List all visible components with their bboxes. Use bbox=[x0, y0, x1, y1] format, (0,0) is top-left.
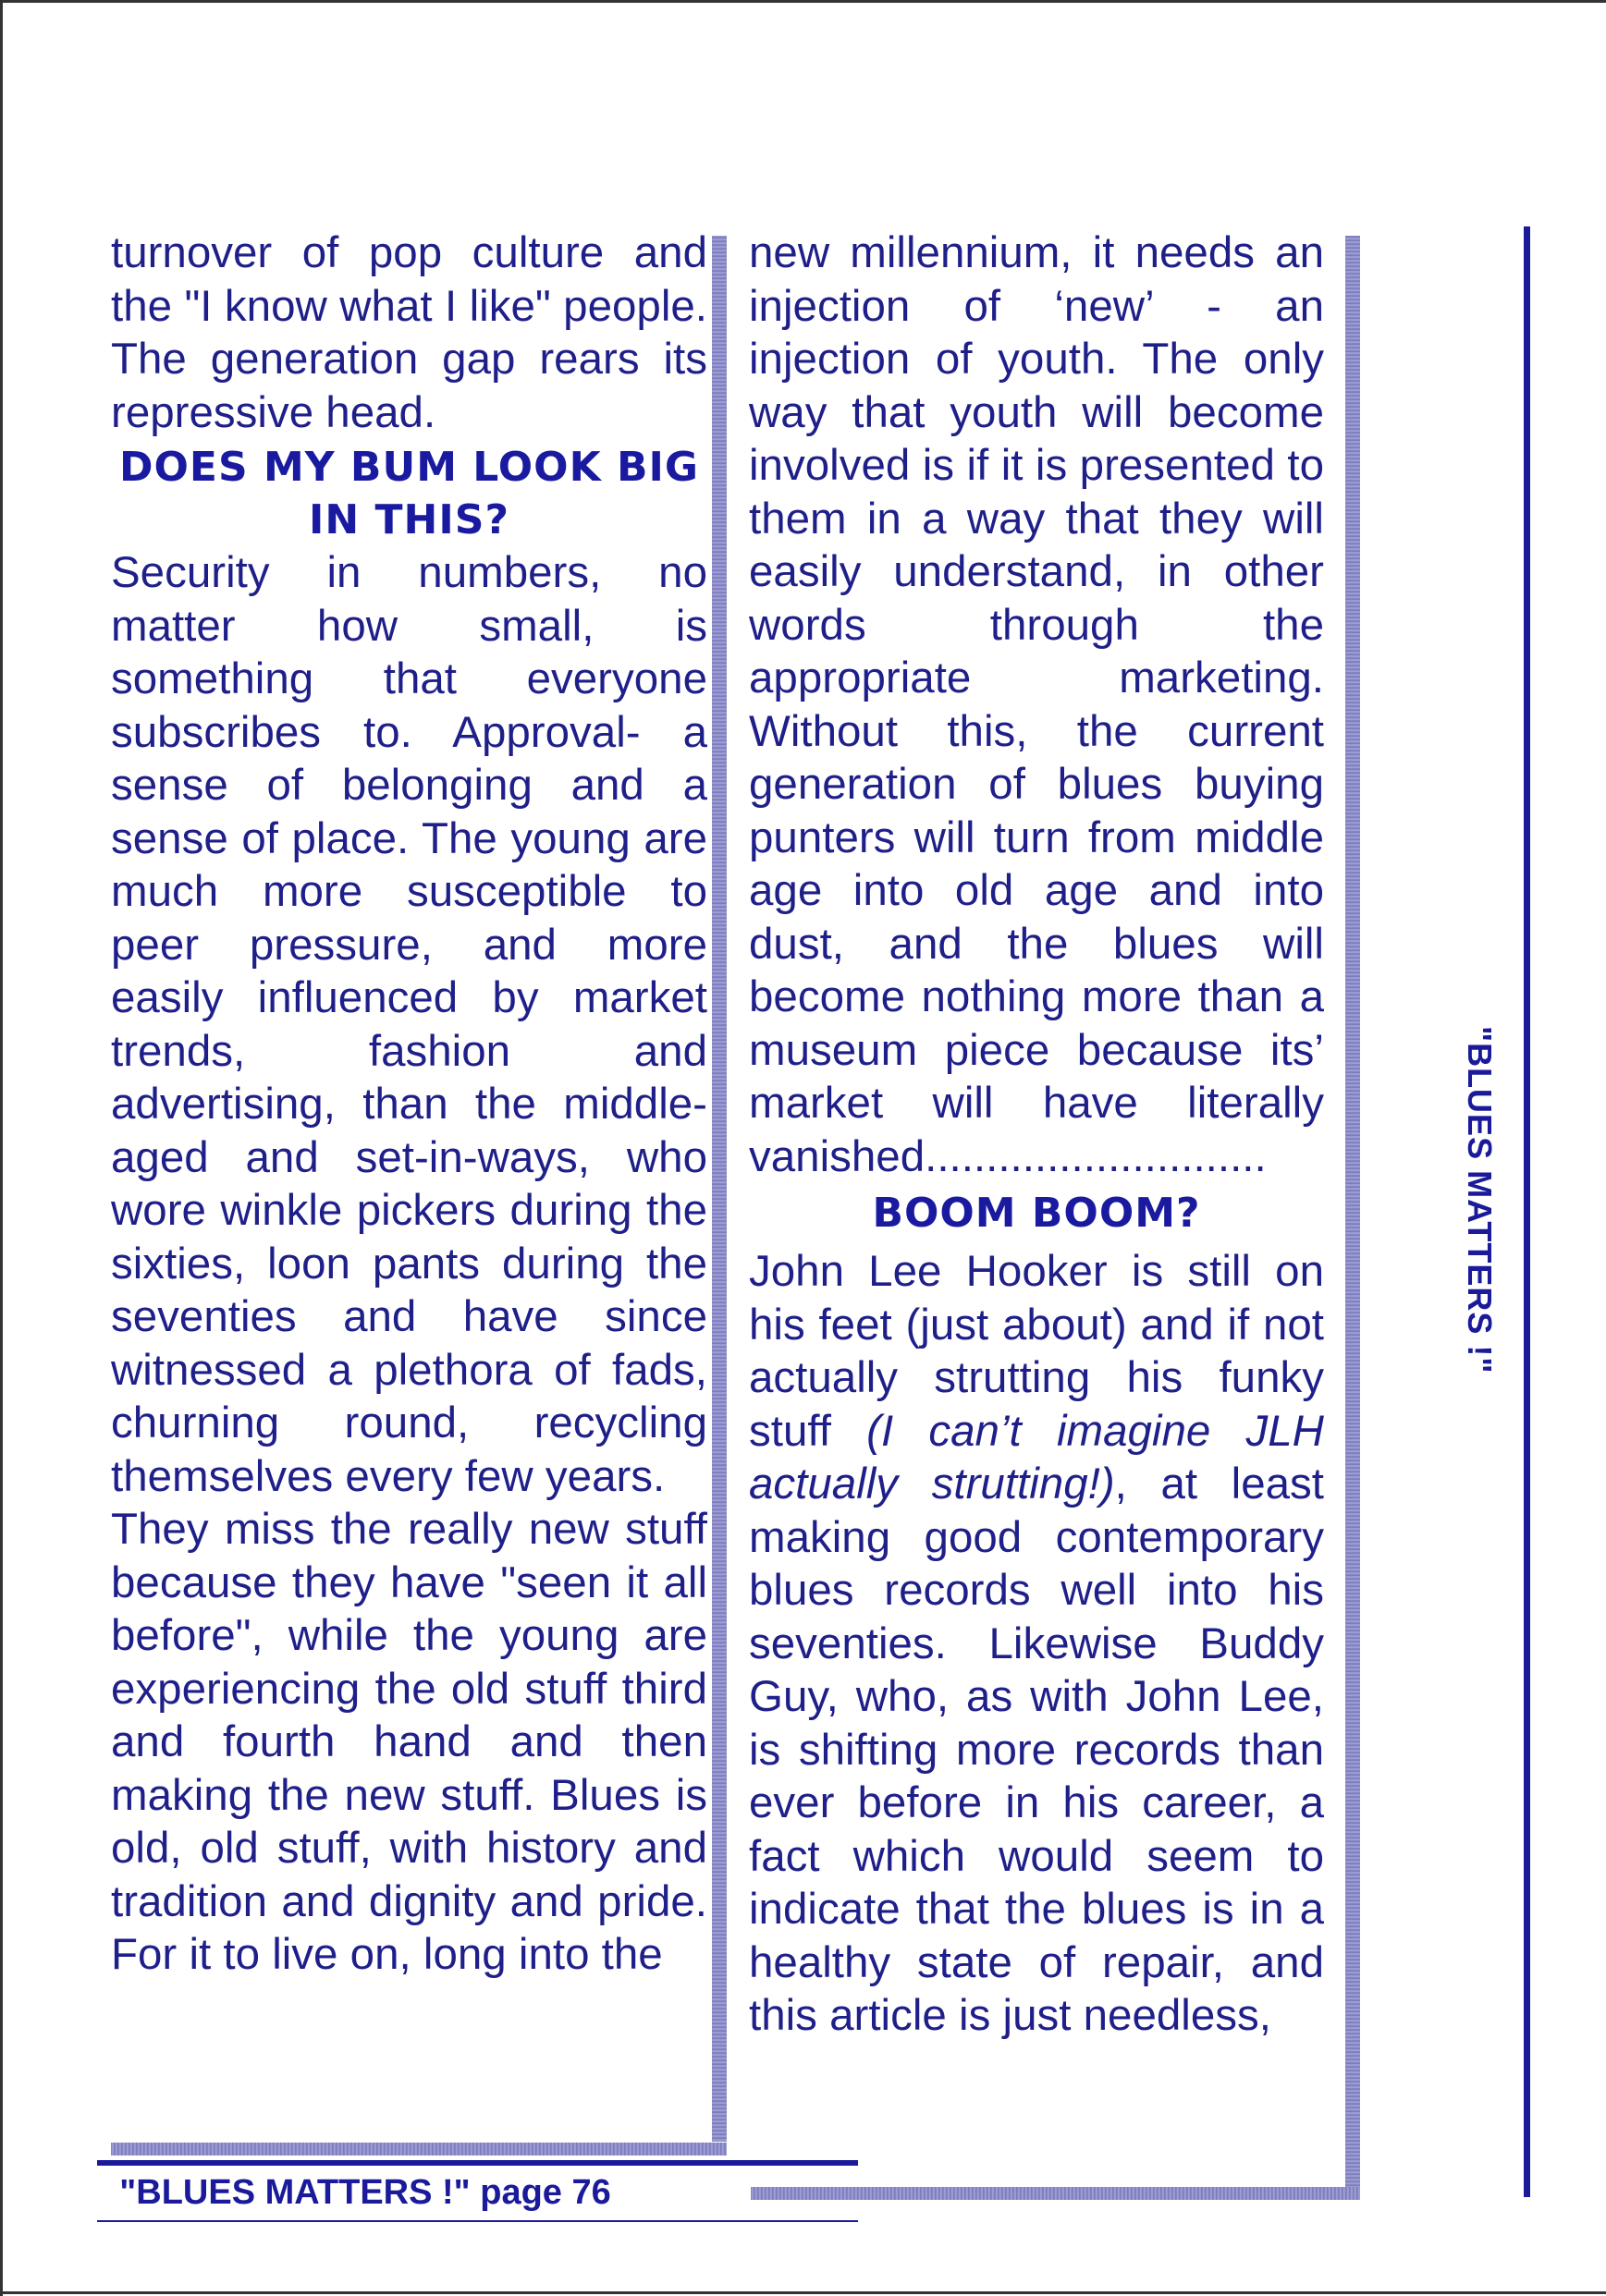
side-label: "BLUES MATTERS !" bbox=[1461, 1026, 1499, 1374]
page-border-bottom bbox=[0, 2291, 1606, 2294]
paragraph-hooker-start: John Lee Hooker is still on his feet (just about) and if not actually strutting his funky stuff bbox=[749, 1247, 1324, 1456]
paragraph-intro: turnover of pop culture and the "I know what I like" people. The generation gap rears its repressive head. bbox=[111, 228, 707, 437]
paragraph-miss: They miss the really new stuff because they have "seen it all before", while the young are experiencing the old stuff third and fourth hand and then making the new stuff. Blues is old, old stuff, with history and tradition and dignity and pride. For it to live on, long into the bbox=[111, 1505, 707, 1979]
paragraph-security: Security in numbers, no matter how small, is something that everyone subscribes to. Approval- a sense of belonging and a sense of place. The young are much more susceptible to peer pressure, and more easily influenced by market trends, fashion and advertising, than the middle-aged and set-in-ways, who wore winkle pickers during the sixties, loon pants during the seventies and have since witnessed a plethora of fads, churning round, recycling themselves every few years. bbox=[111, 548, 707, 1501]
paragraph-hooker-italic: (I can’t imagine JLH actually strutting!) bbox=[749, 1406, 1324, 1508]
page-border-top bbox=[0, 0, 1606, 3]
section-heading-bum: DOES MY BUM LOOK BIG IN THIS? bbox=[118, 444, 700, 543]
right-column-shadow-bar bbox=[1345, 236, 1360, 2200]
section-heading-boom: BOOM BOOM? bbox=[872, 1190, 1201, 1237]
paragraph-millennium: new millennium, it needs an injection of ‘new’ - an injection of youth. The only way that youth will become involved is if it is presented to them in a way that they will easily understand, in other words through the appropriate marketing. Without this, the current generation of blues buying punters will turn from middle age into old age and into dust, and the blues will become nothing more than a museum piece because its’ market will have literally vanished............................ bbox=[749, 228, 1324, 1181]
left-column bbox=[111, 226, 707, 2107]
paragraph-hooker-end: , at least making good contemporary blues records well into his seventies. Likewise Buddy Guy, who, as with John Lee, is shifting more records than ever before in his career, a fact which would seem to indicate that the blues is in a healthy state of repair, and this article is just needless, bbox=[749, 1459, 1324, 2040]
right-column-bottom-bar bbox=[751, 2187, 1360, 2200]
left-column-shadow-bar bbox=[712, 236, 727, 2142]
right-column bbox=[749, 226, 1324, 2107]
paragraph-hooker bbox=[749, 1245, 1324, 2043]
page-border-left bbox=[0, 0, 3, 2296]
side-rule bbox=[1524, 226, 1530, 2197]
footer-page-label: "BLUES MATTERS !" page 76 bbox=[119, 2173, 611, 2212]
footer-rule-top bbox=[97, 2160, 858, 2166]
left-column-bottom-bar bbox=[111, 2143, 727, 2156]
footer-rule-bottom bbox=[97, 2220, 858, 2222]
